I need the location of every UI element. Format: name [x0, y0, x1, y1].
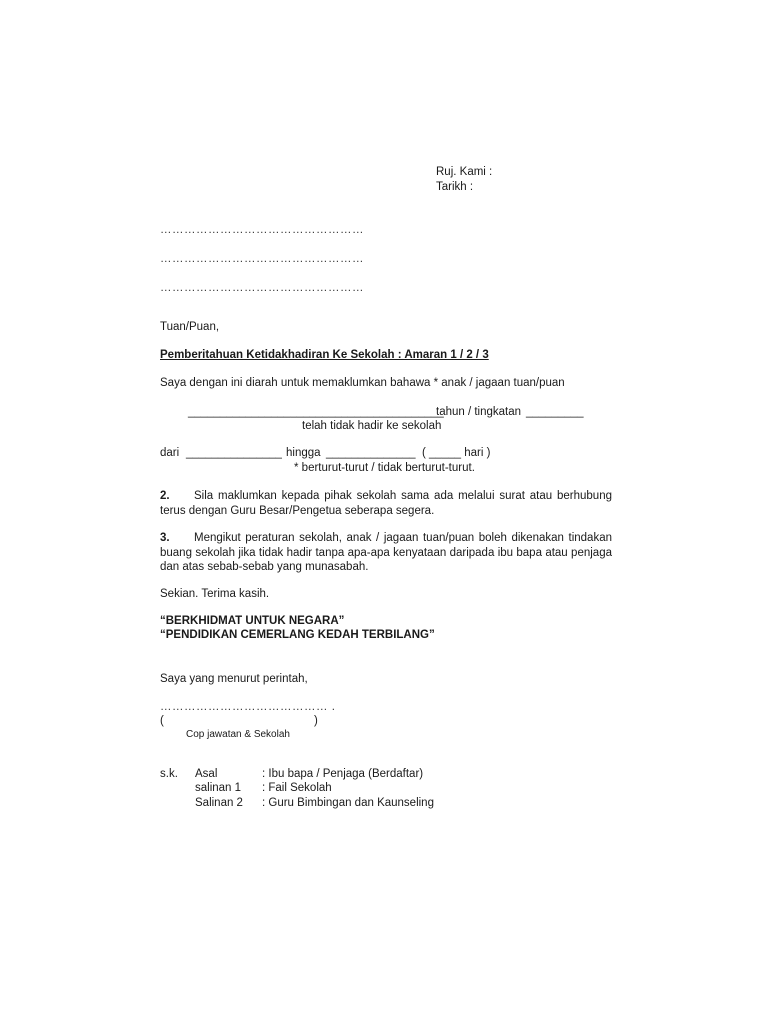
address-line-2: ……………………………………………: [160, 253, 364, 265]
ref-tarikh: Tarikh :: [436, 181, 474, 193]
sk-row-3-value: : Guru Bimbingan dan Kaunseling: [262, 797, 434, 809]
sk-row-3-name: Salinan 2: [195, 797, 243, 809]
hingga-blank: ______________: [326, 447, 416, 459]
tahun-blank: _________: [526, 406, 584, 418]
ref-ruj-kami: Ruj. Kami :: [436, 166, 493, 178]
sk-row-2-value: : Fail Sekolah: [262, 782, 332, 794]
sk-row-1-name: Asal: [195, 768, 218, 780]
sk-label: s.k.: [160, 768, 178, 780]
signature-dots: …………………………………… .: [160, 701, 336, 713]
berturut-note: * berturut-turut / tidak berturut-turut.: [294, 462, 475, 474]
subject-heading: Pemberitahuan Ketidakhadiran Ke Sekolah : Amaran 1 / 2 / 3: [160, 349, 489, 361]
hingga-label: hingga: [286, 447, 321, 459]
dari-blank: _______________: [186, 447, 282, 459]
motto-1: “BERKHIDMAT UNTUK NEGARA”: [160, 615, 345, 627]
sk-row-2-name: salinan 1: [195, 782, 242, 794]
address-line-1: ……………………………………………: [160, 224, 364, 236]
sk-row-1-value: : Ibu bapa / Penjaga (Berdaftar): [262, 768, 424, 780]
absent-text: telah tidak hadir ke sekolah: [302, 420, 442, 432]
tahun-label: tahun / tingkatan: [436, 406, 522, 418]
dari-label: dari: [160, 447, 180, 459]
paragraph-2-text: Sila maklumkan kepada pihak sekolah sama ada melalui surat atau berhubung terus dengan Guru Besar/Pengetua seberapa segera.: [160, 490, 612, 517]
hari-field: ( _____ hari ): [422, 447, 491, 459]
salutation: Tuan/Puan,: [160, 321, 220, 333]
signature-close-paren: ): [314, 715, 318, 727]
signature-open-paren: (: [160, 715, 164, 727]
cop-label: Cop jawatan & Sekolah: [186, 729, 290, 740]
signoff-text: Saya yang menurut perintah,: [160, 673, 308, 685]
motto-2: “PENDIDIKAN CEMERLANG KEDAH TERBILANG”: [160, 629, 435, 641]
intro-text: Saya dengan ini diarah untuk memaklumkan bahawa * anak / jagaan tuan/puan: [160, 377, 565, 389]
paragraph-3-number: 3.: [160, 532, 170, 544]
student-name-blank: ________________________________________: [188, 406, 444, 418]
paragraph-2-number: 2.: [160, 490, 170, 502]
address-line-3: ……………………………………………: [160, 282, 364, 294]
paragraph-3-text: Mengikut peraturan sekolah, anak / jagaan tuan/puan boleh dikenakan tindakan buang sekolah jika tidak hadir tanpa apa-apa kenyataan daripada ibu bapa atau penjaga dan atas sebab-sebab yang munasabah.: [160, 532, 612, 573]
paragraph-2: [160, 489, 612, 518]
closing-text: Sekian. Terima kasih.: [160, 588, 270, 600]
paragraph-3: [160, 531, 612, 575]
